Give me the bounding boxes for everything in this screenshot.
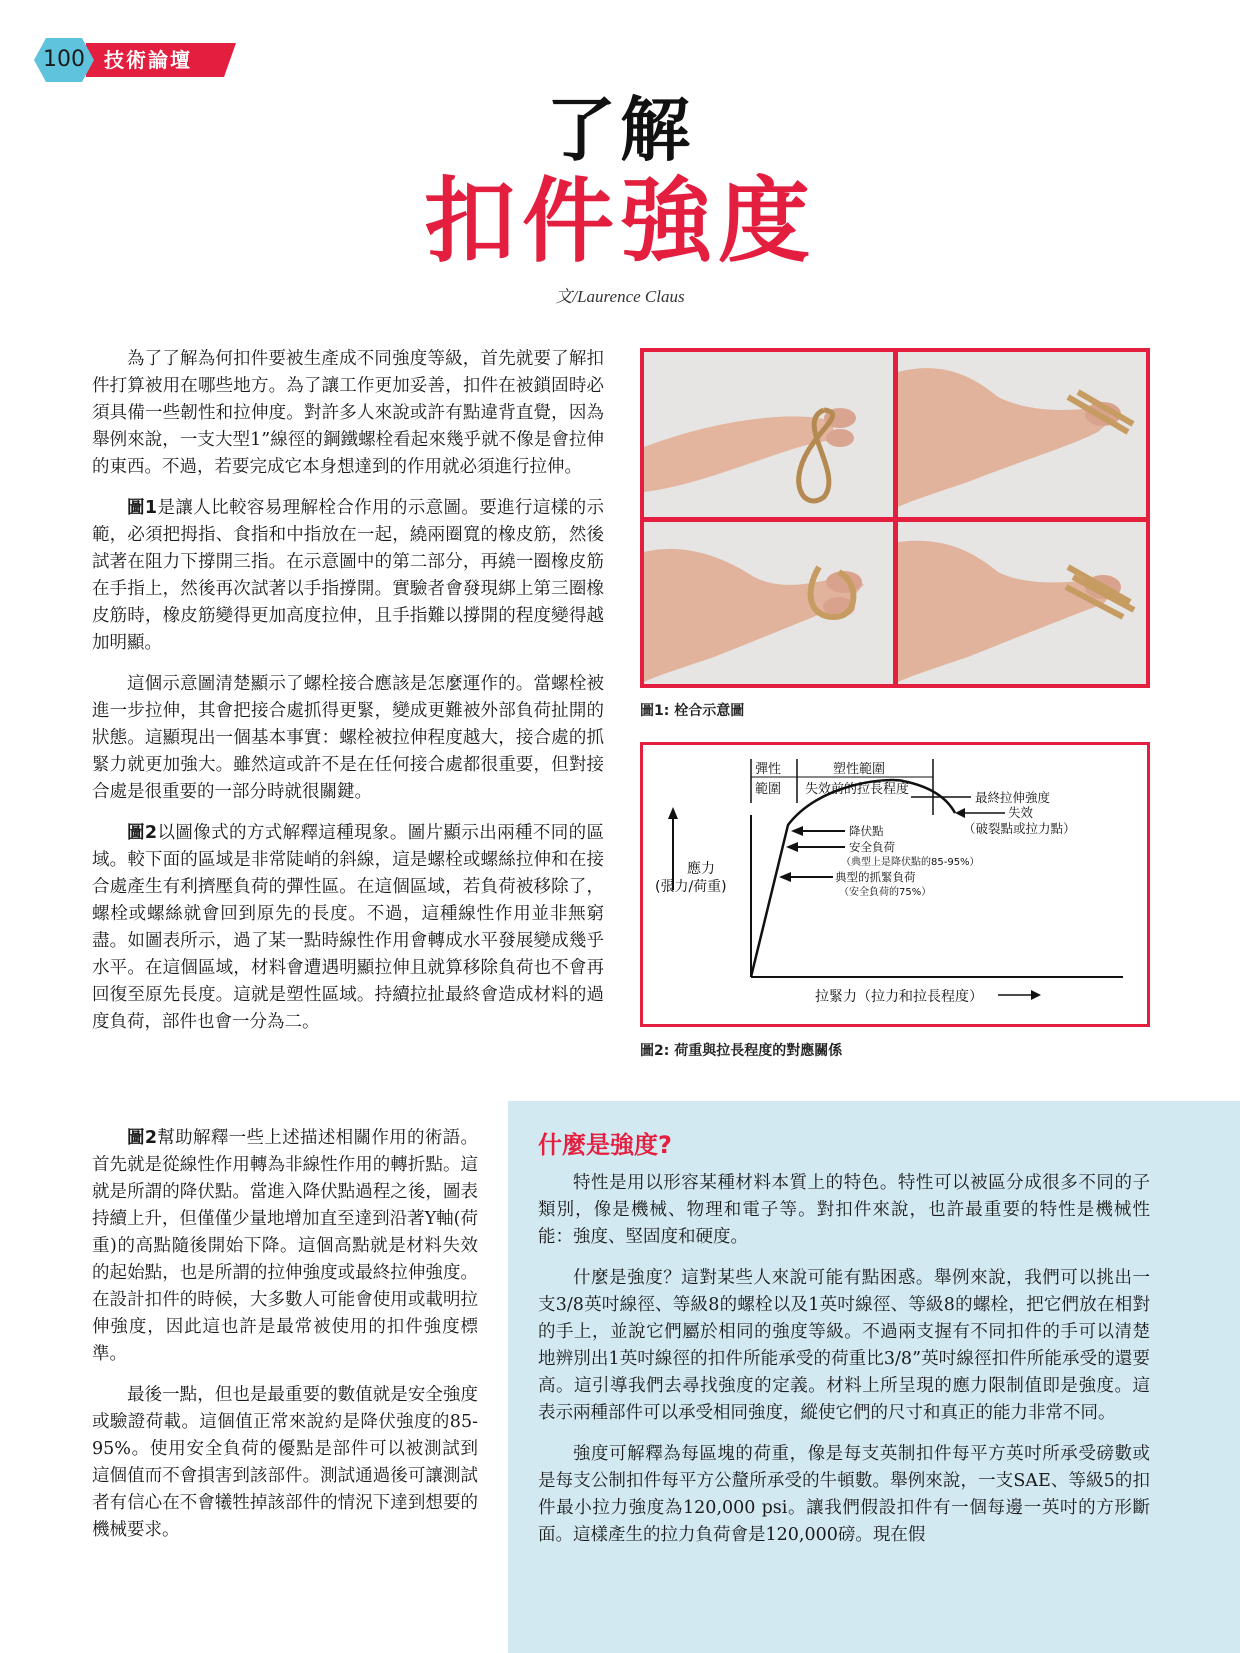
label-proof: 安全負荷 [849,840,895,854]
label-elastic-2: 範圍 [755,782,782,797]
figure-1-caption: 圖1: 栓合示意圖 [640,703,745,719]
paragraph: 強度可解釋為每區塊的荷重，像是每支英制扣件每平方英吋所承受磅數或是每支公制扣件每平方公釐所承受的牛頓數。舉例來說，一支SAE、等級5的扣件最小拉力強度為120,000 psi。讓我們假設扣件有一個每邊一英吋的方形斷面。這樣產生的拉力負荷會是120,000磅。現在假 [538,1444,1150,1545]
y-axis-label-1: 應力 [687,861,715,877]
figure-2-diagram [640,742,1150,1027]
photo-hand-2 [898,352,1146,517]
paragraph: 最後一點，但也是最重要的數值就是安全強度或驗證荷載。這個值正常來說約是降伏強度的85-95%。使用安全負荷的優點是部件可以被測試到這個值而不會損害到該部件。測試通過後可讓測試者有信心在不會犧牲掉該部件的情況下達到想要的機械要求。 [92,1385,478,1540]
photo-hand-3 [644,522,893,684]
label-proof-note: （典型上是降伏點的85-95%） [841,857,980,868]
photo-hand-4 [898,522,1146,684]
figure-1-photo-grid [640,348,1150,688]
paragraph: 為了了解為何扣件要被生產成不同強度等級，首先就要了解扣件打算被用在哪些地方。為了讓工作更加妥善，扣件在被鎖固時必須具備一些韌性和拉伸度。對許多人來說或許有點違背直覺，因為舉例來說，一支大型1”線徑的鋼鐵螺栓看起來幾乎就不像是會拉伸的東西。不過，若要完成它本身想達到的作用就必須進行拉伸。 [92,349,604,477]
label-pre-failure: 失效前的拉長程度 [805,782,910,797]
paragraph-text: 幫助解釋一些上述描述相關作用的術語。首先就是從線性作用轉為非線性作用的轉折點。這就是所謂的降伏點。當進入降伏點過程之後，圖表持續上升，但僅僅少量地增加直至達到沿著Y軸(荷重)的高點隨後開始下降。這個高點就是材料失效的起始點，也是所謂的拉伸強度或最終拉伸強度。在設計扣件的時候，大多數人可能會使用或載明拉伸強度，因此這也許是最常被使用的扣件強度標準。 [92,1128,478,1364]
figure-ref: 圖1 [127,498,158,518]
label-failure: 失效 [1008,805,1034,820]
sidebar-text [538,1170,1150,1563]
label-yield: 降伏點 [849,824,884,838]
y-axis-label-2: (張力/荷重) [655,879,727,895]
figure-2-caption: 圖2: 荷重與拉長程度的對應關係 [640,1043,843,1059]
label-ultimate: 最終拉伸強度 [975,790,1051,805]
figure-ref: 圖2 [127,823,158,843]
photo-hand-1 [644,352,893,517]
label-plastic: 塑性範圍 [833,762,886,777]
article-column-upper [92,346,604,1050]
sidebar-title: 什麼是強度? [538,1131,672,1159]
label-elastic-1: 彈性 [755,762,782,777]
paragraph [92,1125,478,1368]
paragraph: 什麼是強度？這對某些人來說可能有點困惑。舉例來說，我們可以挑出一支3/8英吋線徑、等級8的螺栓以及1英吋線徑、等級8的螺栓，把它們放在相對的手上，並說它們屬於相同的強度等級。不過兩支握有不同扣件的手可以清楚地辨別出1英吋線徑的扣件所能承受的荷重比3/8”英吋線徑扣件所能承受的還要高。這引導我們去尋找強度的定義。材料上所呈現的應力限制值即是強度。這表示兩種部件可以承受相同強度，縱使它們的尺寸和真正的能力非常不同。 [538,1268,1150,1423]
article-column-lower [92,1125,478,1558]
section-header [34,38,234,82]
section-label: 技術論壇 [104,48,192,72]
label-clamp: 典型的抓緊負荷 [835,870,916,884]
title-line-2: 扣件強度 [423,168,816,275]
paragraph: 特性是用以形容某種材料本質上的特色。特性可以被區分成很多不同的子類別，像是機械、物理和電子等。對扣件來說，也許最重要的特性是機械性能：強度、堅固度和硬度。 [538,1173,1150,1247]
paragraph: 這個示意圖清楚顯示了螺栓接合應該是怎麼運作的。當螺栓被進一步拉伸，其會把接合處抓得更緊，變成更難被外部負荷扯開的狀態。這顯現出一個基本事實：螺栓被拉伸程度越大，接合處的抓緊力就更加強大。雖然這或許不是在任何接合處都很重要，但對接合處是很重要的一部分時就很關鍵。 [92,674,604,802]
paragraph [92,820,604,1036]
label-failure-note: （破裂點或拉力點） [963,821,1076,836]
label-clamp-note: （安全負荷的75%） [839,887,932,898]
paragraph [92,495,604,657]
paragraph-text: 是讓人比較容易理解栓合作用的示意圖。要進行這樣的示範，必須把拇指、食指和中指放在一起，繞兩圈寬的橡皮筋，然後試著在阻力下撐開三指。在示意圖中的第二部分，再繞一圈橡皮筋在手指上，然後再次試著以手指撐開。實驗者會發現綁上第三圈橡皮筋時，橡皮筋變得更加高度拉伸，且手指難以撐開的程度變得越加明顯。 [92,498,604,653]
figure-ref: 圖2 [127,1128,158,1148]
title-line-1: 了解 [546,89,694,171]
byline: 文/Laurence Claus [555,287,685,306]
paragraph-text: 以圖像式的方式解釋這種現象。圖片顯示出兩種不同的區域。較下面的區域是非常陡峭的斜線，這是螺栓或螺絲拉伸和在接合處產生有利擠壓負荷的彈性區。在這個區域，若負荷被移除了，螺栓或螺絲就會回到原先的長度。不過，這種線性作用並非無窮盡。如圖表所示，過了某一點時線性作用會轉成水平發展變成幾乎水平。在這個區域，材料會遭遇明顯拉伸且就算移除負荷也不會再回復至原先長度。這就是塑性區域。持續拉扯最終會造成材料的過度負荷，部件也會一分為二。 [92,823,604,1032]
x-axis-label: 拉緊力（拉力和拉長程度） [815,989,983,1005]
page-number: 100 [43,47,85,72]
